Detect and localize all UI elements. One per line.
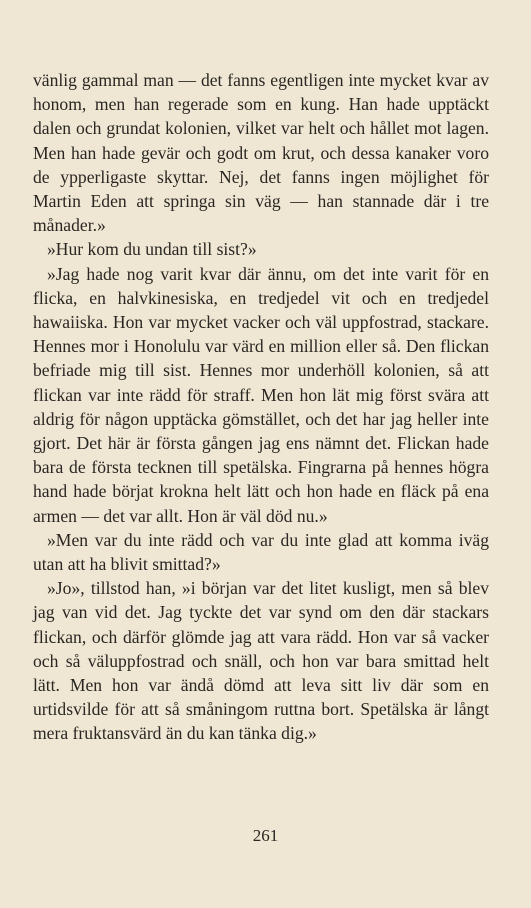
body-text — [33, 68, 489, 746]
paragraph-3: »Jag hade nog varit kvar där ännu, om det inte varit för en flicka, en halvkinesiska, en tredjedel vit och en tredjedel hawaiiska. Hon var mycket vacker och väl uppfostrad, stackare. Hennes mor i Honolulu var värd en million eller så. Den flickan befriade mig till sist. Hennes mor underhöll kolonien, så att flickan var inte rädd för straff. Men hon lät mig först svära att aldrig för någon upptäcka gömstället, och det har jag heller inte gjort. Det här är första gången jag ens nämnt det. Flickan hade bara de första tecknen till spetälska. Fingrarna på hennes högra hand hade börjat krokna helt lätt och hon hade en fläck på ena armen — det var allt. Hon är väl död nu.» — [33, 263, 489, 526]
paragraph-1: vänlig gammal man — det fanns egentligen inte mycket kvar av honom, men han regerade som en kung. Han hade upptäckt dalen och grundat kolonien, vilket var helt och hållet mot lagen. Men han hade gevär och godt om krut, och dessa kanaker voro de ypperligaste skyttar. Nej, det fanns ingen möjlighet för Martin Eden att springa sin väg — han stannade där i tre månader.» — [33, 70, 489, 236]
paragraph-2: »Hur kom du undan till sist?» — [47, 239, 257, 260]
paragraph-4: »Men var du inte rädd och var du inte glad att komma iväg utan att ha blivit smittad?» — [33, 529, 489, 575]
paragraph-5: »Jo», tillstod han, »i början var det litet kusligt, men så blev jag van vid det. Jag tyckte det var synd om den där stackars flickan, och därför glömde jag att vara rädd. Hon var så vacker och så väluppfostrad och snäll, och hon var bara smittad helt lätt. Men hon var ändå dömd att leva sitt liv där som en urtidsvilde för att så småningom ruttna bort. Spetälska är långt mera fruktansvärd än du kan tänka dig.» — [33, 578, 489, 744]
page-number: 261 — [252, 826, 279, 845]
